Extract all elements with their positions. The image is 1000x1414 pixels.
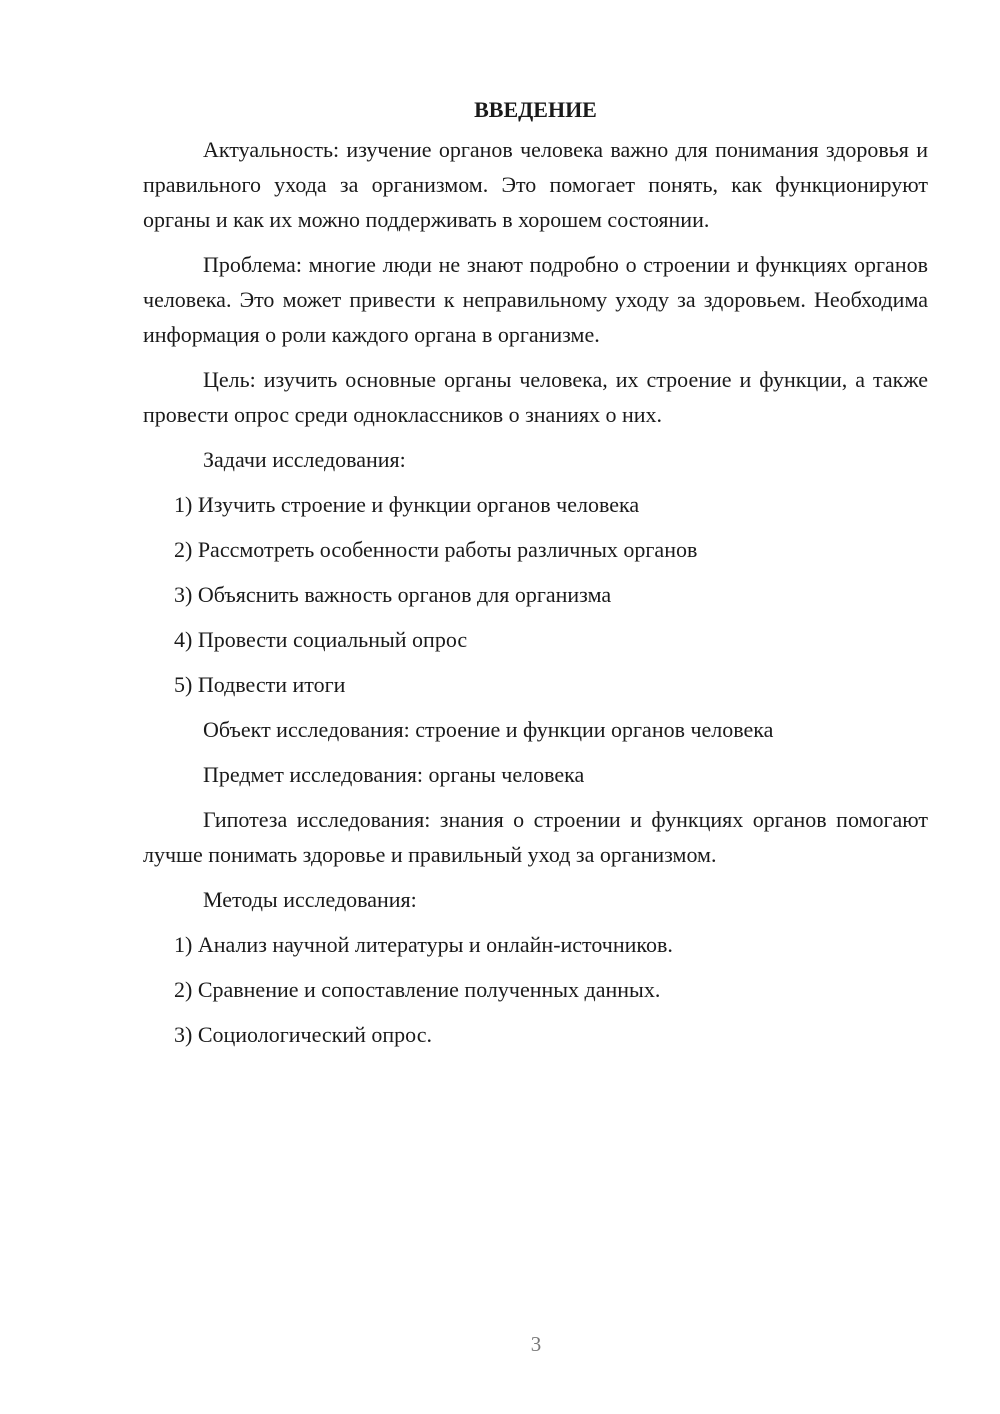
- object-paragraph: Объект исследования: строение и функции органов человека: [203, 717, 774, 742]
- list-item: 2) Сравнение и сопоставление полученных данных.: [174, 977, 661, 1002]
- methods-heading: Методы исследования:: [203, 887, 417, 912]
- list-item: 1) Анализ научной литературы и онлайн-источников.: [174, 932, 673, 957]
- subject-paragraph: Предмет исследования: органы человека: [203, 762, 585, 787]
- methods-list: [143, 927, 928, 1052]
- list-item: 5) Подвести итоги: [174, 672, 346, 697]
- list-item: 2) Рассмотреть особенности работы различных органов: [174, 537, 698, 562]
- tasks-list: [143, 487, 928, 702]
- tasks-heading: Задачи исследования:: [203, 447, 406, 472]
- goal-paragraph: Цель: изучить основные органы человека, их строение и функции, а также провести опрос среди одноклассников о знаниях о них.: [143, 367, 928, 427]
- list-item: 4) Провести социальный опрос: [174, 627, 468, 652]
- problem-paragraph: Проблема: многие люди не знают подробно о строении и функциях органов человека. Это может привести к неправильному уходу за здоровьем. Необходима информация о роли каждого органа в организме.: [143, 252, 928, 347]
- relevance-paragraph: Актуальность: изучение органов человека важно для понимания здоровья и правильного ухода за организмом. Это помогает понять, как функционируют органы и как их можно поддерживать в хорошем состоянии.: [143, 137, 928, 232]
- list-item: 3) Объяснить важность органов для организма: [174, 582, 612, 607]
- list-item: 1) Изучить строение и функции органов человека: [174, 492, 640, 517]
- page-title: ВВЕДЕНИЕ: [474, 97, 597, 122]
- hypothesis-paragraph: Гипотеза исследования: знания о строении и функциях органов помогают лучше понимать здоровье и правильный уход за организмом.: [143, 807, 928, 867]
- list-item: 3) Социологический опрос.: [174, 1022, 432, 1047]
- page-content: [143, 92, 928, 1062]
- page-number: 3: [530, 1332, 542, 1356]
